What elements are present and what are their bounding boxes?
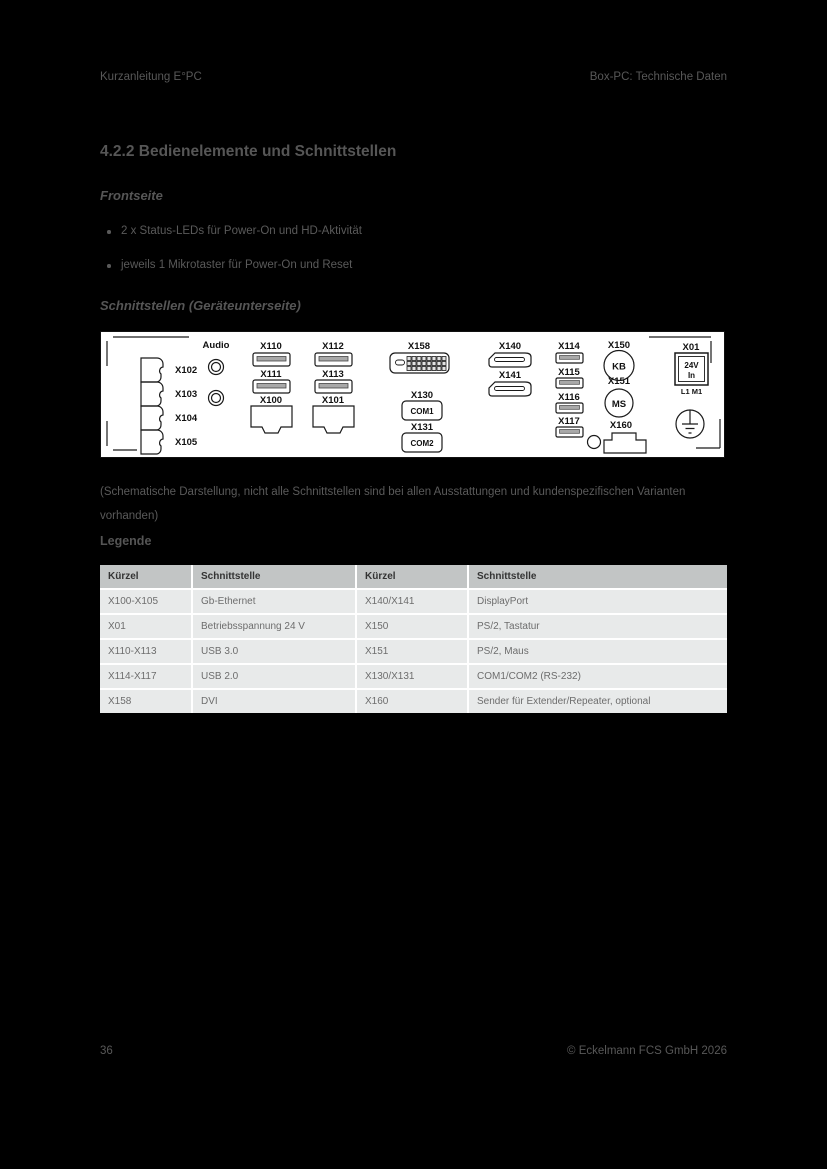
label-x101: X101 — [321, 395, 345, 406]
label-x158: X158 — [407, 341, 431, 352]
table-cell: Sender für Extender/Repeater, optional — [469, 690, 727, 713]
subsection-frontseite: Frontseite — [100, 188, 163, 203]
page-header — [100, 71, 727, 83]
label-x141: X141 — [498, 370, 522, 381]
col-header-kuerzel-1: Kürzel — [100, 565, 191, 588]
header-left: Kurzanleitung E°PC — [100, 71, 202, 83]
label-ms: MS — [611, 399, 627, 410]
label-com2: COM2 — [410, 439, 434, 448]
table-cell: Betriebsspannung 24 V — [193, 615, 355, 638]
label-x103: X103 — [175, 389, 198, 400]
table-cell: X140/X141 — [357, 590, 467, 613]
subsection-schnittstellen: Schnittstellen (Geräteunterseite) — [100, 298, 301, 313]
page-footer — [100, 1045, 727, 1057]
col-header-schnittstelle-2: Schnittstelle — [469, 565, 727, 588]
label-x105: X105 — [175, 437, 198, 448]
table-cell: Gb-Ethernet — [193, 590, 355, 613]
label-x150: X150 — [607, 340, 631, 351]
label-x116: X116 — [558, 392, 580, 403]
label-x115: X115 — [558, 367, 580, 378]
table-cell: X100-X105 — [100, 590, 191, 613]
header-right: Box-PC: Technische Daten — [589, 71, 727, 83]
col-header-kuerzel-2: Kürzel — [357, 565, 467, 588]
table-cell: X160 — [357, 690, 467, 713]
usb3-column-b — [313, 353, 354, 433]
label-x131: X131 — [410, 422, 434, 433]
label-kb: KB — [612, 361, 626, 373]
label-in: In — [687, 371, 696, 380]
table-cell: X158 — [100, 690, 191, 713]
table-cell: PS/2, Tastatur — [469, 615, 727, 638]
table-cell: USB 3.0 — [193, 640, 355, 663]
interface-diagram-svg — [101, 332, 723, 456]
label-24v: 24V — [684, 361, 699, 370]
label-x117: X117 — [558, 416, 580, 427]
legend-heading: Legende — [100, 534, 152, 548]
ground-symbol-icon — [676, 410, 704, 438]
label-x112: X112 — [322, 341, 344, 352]
section-title: 4.2.2 Bedienelemente und Schnittstellen — [100, 143, 397, 160]
table-cell: X151 — [357, 640, 467, 663]
table-cell: PS/2, Maus — [469, 640, 727, 663]
label-x111: X111 — [260, 369, 282, 380]
ethernet-stack — [141, 358, 163, 454]
label-x140: X140 — [498, 341, 522, 352]
label-x113: X113 — [322, 369, 344, 380]
label-l1m1: L1 M1 — [680, 387, 703, 396]
table-cell: X130/X131 — [357, 665, 467, 688]
bullet-item-status-leds: 2 x Status-LEDs für Power-On und HD-Aktivität — [100, 225, 721, 237]
label-x114: X114 — [558, 341, 580, 352]
label-x160: X160 — [609, 420, 633, 431]
label-x102: X102 — [175, 365, 198, 376]
interface-diagram — [100, 331, 725, 458]
label-x100: X100 — [259, 395, 283, 406]
table-cell: X150 — [357, 615, 467, 638]
usb3-column-a — [251, 353, 292, 433]
audio-jacks-icon — [209, 360, 224, 406]
extender-sender-icon — [588, 433, 647, 453]
label-x130: X130 — [410, 390, 434, 401]
table-cell: X110-X113 — [100, 640, 191, 663]
label-x104: X104 — [175, 413, 198, 424]
dvi-port-icon — [390, 353, 449, 373]
table-cell: X114-X117 — [100, 665, 191, 688]
bullet-item-mikrotaster: jeweils 1 Mikrotaster für Power-On und Reset — [100, 259, 721, 271]
table-cell: DVI — [193, 690, 355, 713]
label-com1: COM1 — [410, 407, 434, 416]
table-cell: COM1/COM2 (RS-232) — [469, 665, 727, 688]
label-audio: Audio — [202, 340, 230, 351]
table-cell: DisplayPort — [469, 590, 727, 613]
page-number: 36 — [100, 1045, 113, 1057]
table-cell: X01 — [100, 615, 191, 638]
figure-note: (Schematische Darstellung, nicht alle Schnittstellen sind bei allen Ausstattungen und kundenspezifischen Varianten vorhanden) — [100, 486, 686, 522]
table-cell: USB 2.0 — [193, 665, 355, 688]
label-x110: X110 — [260, 341, 282, 352]
label-x01: X01 — [682, 342, 700, 353]
label-x151: X151 — [607, 376, 631, 387]
col-header-schnittstelle-1: Schnittstelle — [193, 565, 355, 588]
copyright: © Eckelmann FCS GmbH 2026 — [567, 1045, 727, 1057]
legend-table — [100, 565, 727, 713]
